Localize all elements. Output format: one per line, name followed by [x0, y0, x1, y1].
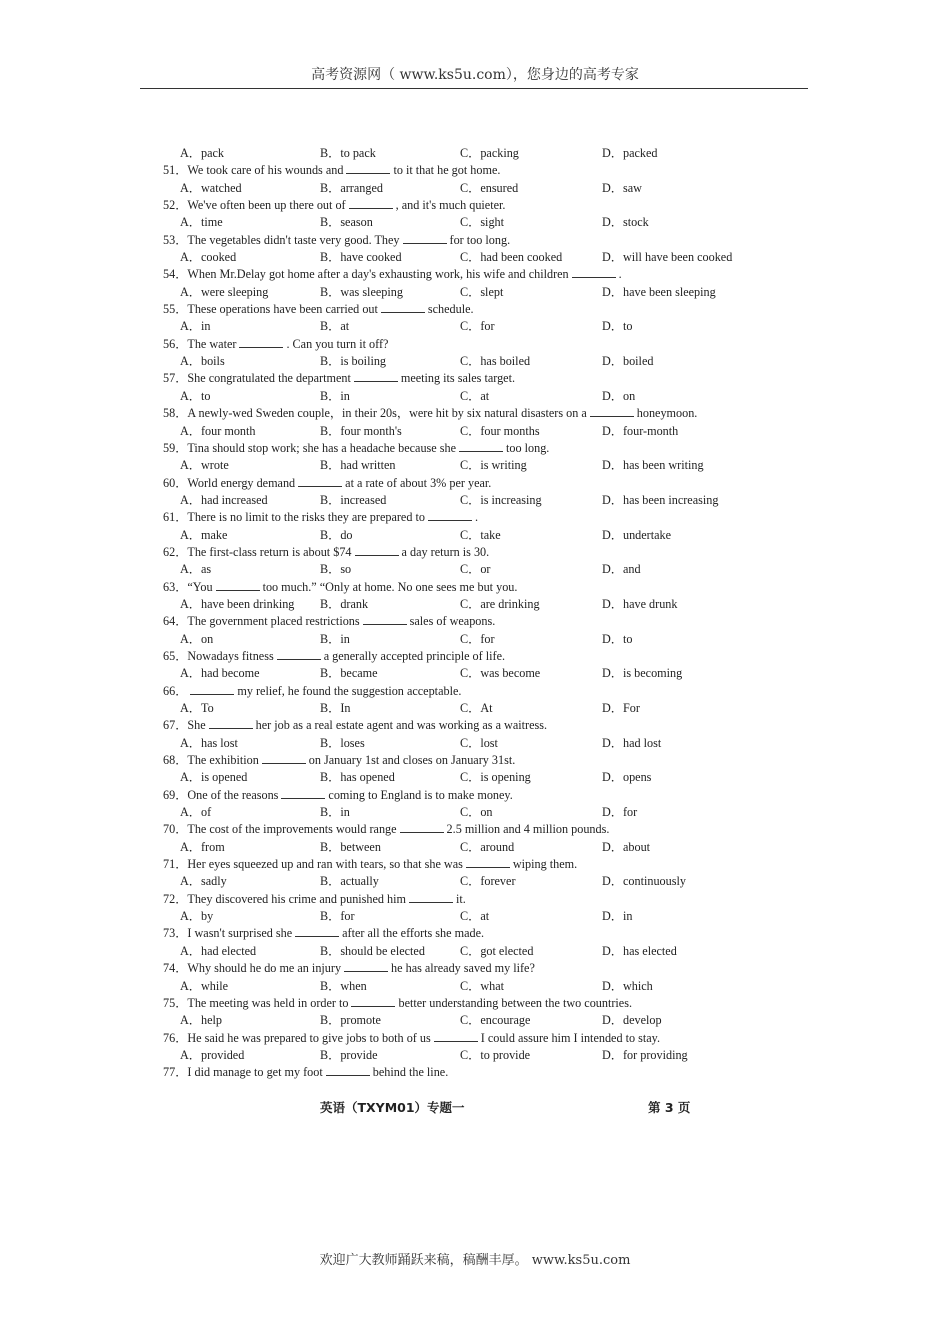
question-text-after: my relief, he found the suggestion acceptable.	[237, 683, 462, 698]
question-stem	[163, 925, 803, 942]
options-row	[163, 527, 803, 544]
option-d: D．in	[602, 909, 633, 924]
options-row	[163, 769, 803, 786]
option-d: D．develop	[602, 1013, 662, 1028]
question-text-after: on January 1st and closes on January 31st.	[308, 753, 516, 768]
options-row	[163, 284, 803, 301]
header-divider	[140, 88, 808, 89]
question-text-after: , and it's much quieter.	[395, 198, 506, 213]
question-text-before: 56．The water	[163, 336, 237, 351]
answer-blank	[262, 752, 306, 764]
options-row	[163, 318, 803, 335]
question-text-after: it.	[456, 891, 466, 906]
question-text-after: her job as a real estate agent and was working as a waitress.	[255, 718, 548, 733]
question-stem	[163, 613, 803, 630]
option-b: B．loses	[320, 735, 365, 750]
answer-blank	[295, 925, 339, 937]
question-text-before: 68．The exhibition	[163, 753, 259, 768]
option-b: B．in	[320, 631, 350, 646]
question-stem	[163, 266, 803, 283]
question-text-before: 61．There is no limit to the risks they are prepared to	[163, 510, 425, 525]
option-c: C．had been cooked	[460, 250, 563, 265]
question-stem	[163, 752, 803, 769]
option-c: C．ensured	[460, 180, 519, 195]
question-list	[163, 145, 803, 1082]
option-c: C．is increasing	[460, 492, 542, 507]
option-d: D．and	[602, 562, 641, 577]
question-text-before: 75．The meeting was held in order to	[163, 995, 349, 1010]
answer-blank	[281, 787, 325, 799]
option-d: D．has been writing	[602, 458, 704, 473]
option-b: B．should be elected	[320, 943, 425, 958]
option-c: C．on	[460, 805, 493, 820]
question-stem	[163, 405, 803, 422]
answer-blank	[355, 544, 399, 556]
question-text-before: 67．She	[163, 718, 206, 733]
question-text-before: 53．The vegetables didn't taste very good. They	[163, 232, 400, 247]
question-stem	[163, 960, 803, 977]
question-stem	[163, 1064, 803, 1081]
option-c: C．lost	[460, 735, 498, 750]
question-text-after: sales of weapons.	[409, 614, 496, 629]
option-c: C．for	[460, 631, 495, 646]
options-row	[163, 492, 803, 509]
question-text-before: 74．Why should he do me an injury	[163, 961, 342, 976]
answer-blank	[209, 717, 253, 729]
options-row	[163, 978, 803, 995]
question-text-after: schedule.	[427, 302, 474, 317]
question-stem	[163, 856, 803, 873]
question-stem	[163, 509, 803, 526]
options-row	[163, 839, 803, 856]
answer-blank	[346, 162, 390, 174]
question-text-after: at a rate of about 3% per year.	[345, 475, 492, 490]
answer-blank	[349, 197, 393, 209]
option-c: C．sight	[460, 215, 505, 230]
option-d: D．for providing	[602, 1047, 688, 1062]
question-stem	[163, 544, 803, 561]
question-stem	[163, 717, 803, 734]
question-stem	[163, 232, 803, 249]
option-d: D．to	[602, 319, 633, 334]
option-b: B．had written	[320, 458, 396, 473]
option-a: A．is opened	[180, 770, 248, 785]
option-c: C．for	[460, 319, 495, 334]
options-row	[163, 735, 803, 752]
option-d: D．have drunk	[602, 596, 678, 611]
answer-blank	[428, 509, 472, 521]
option-a: A．had become	[180, 666, 260, 681]
option-b: B．actually	[320, 874, 379, 889]
option-c: C．or	[460, 562, 491, 577]
option-c: C．encourage	[460, 1013, 531, 1028]
question-text-after: 2.5 million and 4 million pounds.	[446, 822, 610, 837]
question-stem	[163, 475, 803, 492]
answer-blank	[326, 1064, 370, 1076]
option-a: A．cooked	[180, 250, 237, 265]
option-a: A．from	[180, 839, 225, 854]
options-row	[163, 457, 803, 474]
option-b: B．was sleeping	[320, 284, 403, 299]
question-text-before: 58．A newly-wed Sweden couple，in their 20s，were hit by six natural disasters on a	[163, 406, 587, 421]
bottom-note: 欢迎广大教师踊跃来稿，稿酬丰厚。 www.ks5u.com	[319, 1253, 631, 1268]
options-row	[163, 1047, 803, 1064]
option-d: D．will have been cooked	[602, 250, 733, 265]
question-text-after: wiping them.	[512, 857, 578, 872]
option-b: B．for	[320, 909, 355, 924]
option-a: A．watched	[180, 180, 242, 195]
answer-blank	[590, 405, 634, 417]
question-text-after: too much.” “Only at home. No one sees me but you.	[262, 579, 518, 594]
option-c: C．is opening	[460, 770, 531, 785]
option-c: C．is writing	[460, 458, 527, 473]
option-d: D．to	[602, 631, 633, 646]
question-text-before: 70．The cost of the improvements would range	[163, 822, 397, 837]
option-c: C．at	[460, 909, 490, 924]
option-d: D．about	[602, 839, 651, 854]
option-c: C．around	[460, 839, 515, 854]
question-stem	[163, 787, 803, 804]
option-a: A．of	[180, 805, 212, 820]
question-stem	[163, 301, 803, 318]
option-d: D．opens	[602, 770, 652, 785]
question-text-before: 76．He said he was prepared to give jobs to both of us	[163, 1030, 431, 1045]
question-text-after: he has already saved my life?	[391, 961, 535, 976]
option-c: C．forever	[460, 874, 516, 889]
option-d: D．stock	[602, 215, 649, 230]
question-stem	[163, 336, 803, 353]
option-a: A．in	[180, 319, 211, 334]
option-a: A．has lost	[180, 735, 238, 750]
question-text-before: 77．I did manage to get my foot	[163, 1065, 323, 1080]
question-text-before: 69．One of the reasons	[163, 787, 279, 802]
option-d: D．which	[602, 978, 653, 993]
option-c: C．slept	[460, 284, 504, 299]
option-c: C．was become	[460, 666, 541, 681]
question-stem	[163, 370, 803, 387]
question-text-before: 65．Nowadays fitness	[163, 648, 274, 663]
option-a: A．sadly	[180, 874, 227, 889]
option-a: A．time	[180, 215, 223, 230]
question-text-after: coming to England is to make money.	[328, 787, 513, 802]
option-a: A．provided	[180, 1047, 245, 1062]
answer-blank	[400, 821, 444, 833]
option-b: B．between	[320, 839, 381, 854]
option-a: A．to	[180, 388, 211, 403]
question-text-before: 55．These operations have been carried out	[163, 302, 378, 317]
question-text-after: for too long.	[449, 232, 511, 247]
options-row	[163, 631, 803, 648]
options-row	[163, 388, 803, 405]
question-text-after: I could assure him I intended to stay.	[480, 1030, 661, 1045]
option-b: B．increased	[320, 492, 387, 507]
question-text-before: 52．We've often been up there out of	[163, 198, 346, 213]
options-row	[163, 423, 803, 440]
option-a: A．four month	[180, 423, 256, 438]
options-row	[163, 596, 803, 613]
question-stem	[163, 683, 803, 700]
question-text-after: behind the line.	[372, 1065, 449, 1080]
option-d: D．packed	[602, 146, 658, 160]
option-d: D．is becoming	[602, 666, 683, 681]
question-stem	[163, 995, 803, 1012]
answer-blank	[216, 579, 260, 591]
option-d: D．For	[602, 701, 640, 715]
question-text-after: . Can you turn it off?	[286, 336, 389, 351]
option-c: C．to provide	[460, 1047, 531, 1062]
option-d: D．undertake	[602, 527, 672, 542]
option-b: B．is boiling	[320, 354, 387, 369]
question-stem	[163, 579, 803, 596]
option-b: B．drank	[320, 596, 369, 611]
option-b: B．arranged	[320, 180, 383, 195]
question-text-after: .	[474, 510, 479, 525]
option-b: B．provide	[320, 1047, 378, 1062]
question-stem	[163, 440, 803, 457]
option-c: C．packing	[460, 146, 519, 160]
options-row	[163, 180, 803, 197]
option-a: A．as	[180, 562, 212, 577]
question-text-after: a day return is 30.	[401, 544, 490, 559]
option-b: B．in	[320, 388, 350, 403]
footer-subject: 英语（TXYM01）专题一	[320, 1100, 465, 1115]
option-b: B．do	[320, 527, 353, 542]
option-d: D．saw	[602, 180, 642, 195]
option-d: D．have been sleeping	[602, 284, 716, 299]
question-stem	[163, 891, 803, 908]
answer-blank	[344, 960, 388, 972]
option-a: A．To	[180, 701, 214, 715]
option-b: B．promote	[320, 1013, 381, 1028]
option-a: A．had elected	[180, 943, 257, 958]
option-c: C．are drinking	[460, 596, 540, 611]
option-d: D．had lost	[602, 735, 662, 750]
option-a: A．wrote	[180, 458, 229, 473]
question-text-after: to it that he got home.	[393, 163, 501, 178]
option-b: B．four month's	[320, 423, 402, 438]
question-text-after: .	[618, 267, 622, 282]
options-row	[163, 1012, 803, 1029]
question-stem	[163, 1030, 803, 1047]
option-b: B．when	[320, 978, 367, 993]
question-text-before: 62．The first-class return is about $74	[163, 544, 352, 559]
question-text-before: 71．Her eyes squeezed up and ran with tears, so that she was	[163, 857, 463, 872]
answer-blank	[363, 613, 407, 625]
question-text-before: 57．She congratulated the department	[163, 371, 351, 386]
options-row	[163, 561, 803, 578]
question-text-before: 66．	[163, 683, 188, 698]
answer-blank	[381, 301, 425, 313]
answer-blank	[298, 475, 342, 487]
answer-blank	[351, 995, 395, 1007]
option-c: C．has boiled	[460, 354, 531, 369]
option-a: A．pack	[180, 146, 224, 160]
answer-blank	[354, 370, 398, 382]
answer-blank	[459, 440, 503, 452]
question-stem	[163, 162, 803, 179]
option-a: A．were sleeping	[180, 284, 269, 299]
question-text-after: honeymoon.	[636, 406, 698, 421]
question-text-before: 54．When Mr.Delay got home after a day's exhausting work, his wife and children	[163, 267, 569, 282]
option-b: B．season	[320, 215, 373, 230]
options-row	[163, 145, 803, 162]
option-b: B．to pack	[320, 146, 376, 160]
option-a: A．while	[180, 978, 229, 993]
option-a: A．help	[180, 1013, 222, 1028]
question-stem	[163, 648, 803, 665]
option-d: D．for	[602, 805, 638, 820]
question-text-before: 59．Tina should stop work; she has a headache because she	[163, 440, 456, 455]
question-text-before: 51．We took care of his wounds and	[163, 163, 344, 178]
option-a: A．had increased	[180, 492, 268, 507]
options-row	[163, 249, 803, 266]
question-text-after: after all the efforts she made.	[342, 926, 485, 941]
options-row	[163, 665, 803, 682]
option-a: A．have been drinking	[180, 596, 295, 611]
question-text-after: better understanding between the two countries.	[398, 995, 633, 1010]
question-text-after: meeting its sales target.	[400, 371, 516, 386]
answer-blank	[239, 336, 283, 348]
option-b: B．has opened	[320, 770, 395, 785]
site-header: 高考资源网（ www.ks5u.com），您身边的高考专家	[311, 67, 639, 83]
answer-blank	[277, 648, 321, 660]
option-b: B．In	[320, 701, 351, 715]
question-text-after: too long.	[506, 440, 550, 455]
options-row	[163, 804, 803, 821]
options-row	[163, 353, 803, 370]
answer-blank	[403, 232, 447, 244]
question-text-before: 64．The government placed restrictions	[163, 614, 360, 629]
answer-blank	[434, 1030, 478, 1042]
option-a: A．make	[180, 527, 228, 542]
option-a: A．on	[180, 631, 214, 646]
option-b: B．at	[320, 319, 350, 334]
option-d: D．has been increasing	[602, 492, 719, 507]
option-c: C．at	[460, 388, 490, 403]
option-b: B．so	[320, 562, 352, 577]
option-d: D．has elected	[602, 943, 677, 958]
answer-blank	[190, 683, 234, 695]
option-d: D．four-month	[602, 423, 679, 438]
option-a: A．boils	[180, 354, 225, 369]
question-stem	[163, 197, 803, 214]
options-row	[163, 943, 803, 960]
option-d: D．boiled	[602, 354, 654, 369]
option-d: D．on	[602, 388, 636, 403]
option-c: C．what	[460, 978, 505, 993]
option-b: B．became	[320, 666, 378, 681]
question-text-after: a generally accepted principle of life.	[323, 648, 506, 663]
option-a: A．by	[180, 909, 214, 924]
option-c: C．At	[460, 701, 493, 715]
options-row	[163, 700, 803, 717]
answer-blank	[409, 891, 453, 903]
question-text-before: 63．“You	[163, 579, 213, 594]
option-c: C．got elected	[460, 943, 534, 958]
option-b: B．have cooked	[320, 250, 402, 265]
question-text-before: 60．World energy demand	[163, 475, 296, 490]
answer-blank	[572, 266, 616, 278]
options-row	[163, 908, 803, 925]
answer-blank	[466, 856, 510, 868]
option-c: C．four months	[460, 423, 540, 438]
options-row	[163, 873, 803, 890]
options-row	[163, 214, 803, 231]
question-stem	[163, 821, 803, 838]
option-c: C．take	[460, 527, 501, 542]
footer-page-number: 第 3 页	[648, 1100, 691, 1115]
question-text-before: 72．They discovered his crime and punished him	[163, 891, 407, 906]
option-b: B．in	[320, 805, 350, 820]
option-d: D．continuously	[602, 874, 686, 889]
question-text-before: 73．I wasn't surprised she	[163, 926, 293, 941]
